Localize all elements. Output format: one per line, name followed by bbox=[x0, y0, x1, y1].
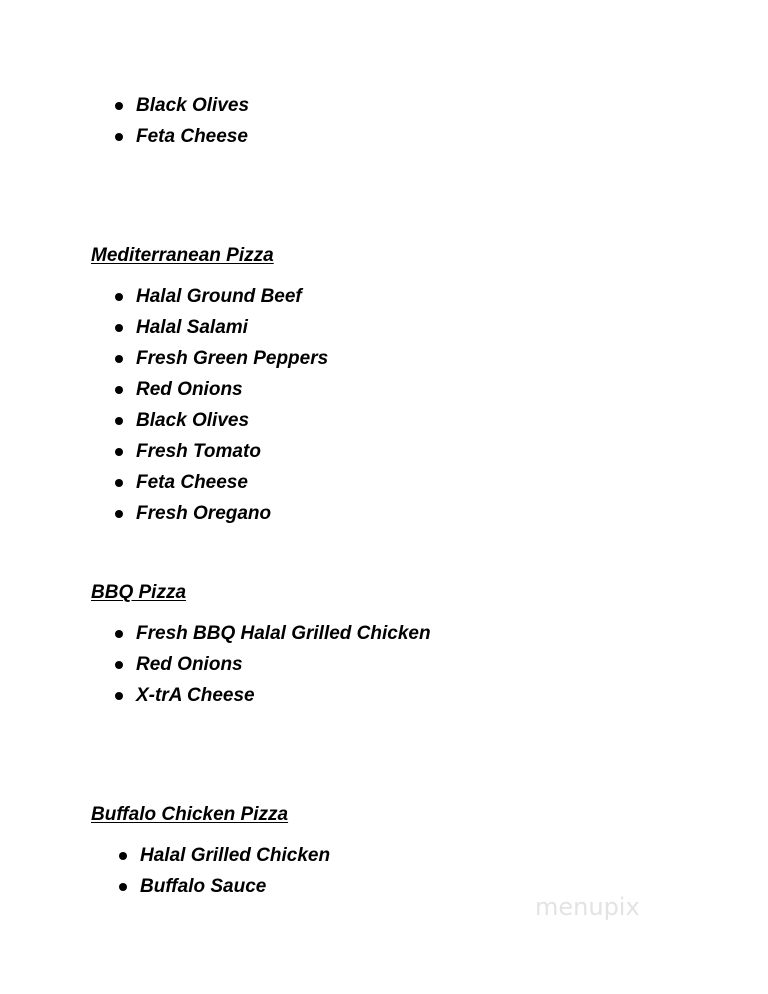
bullet-icon bbox=[115, 293, 123, 301]
bullet-icon bbox=[115, 386, 123, 394]
bullet-icon bbox=[115, 355, 123, 363]
bullet-icon bbox=[119, 852, 127, 860]
bullet-icon bbox=[115, 448, 123, 456]
section-title-buffalo: Buffalo Chicken Pizza bbox=[91, 804, 289, 825]
bullet-icon bbox=[115, 102, 123, 110]
bullet-icon bbox=[115, 661, 123, 669]
menupix-watermark bbox=[535, 875, 685, 935]
bullet-icon bbox=[115, 630, 123, 638]
section-title-bbq: BBQ Pizza bbox=[91, 582, 187, 603]
watermark-logo: menupix bbox=[535, 893, 640, 921]
bullet-icon bbox=[115, 510, 123, 518]
bullet-icon bbox=[115, 133, 123, 141]
bullet-icon bbox=[115, 417, 123, 425]
section-title-mediterranean: Mediterranean Pizza bbox=[91, 245, 274, 266]
bullet-icon bbox=[119, 883, 127, 891]
bullet-icon bbox=[115, 324, 123, 332]
bullet-icon bbox=[115, 479, 123, 487]
bullet-icon bbox=[115, 692, 123, 700]
